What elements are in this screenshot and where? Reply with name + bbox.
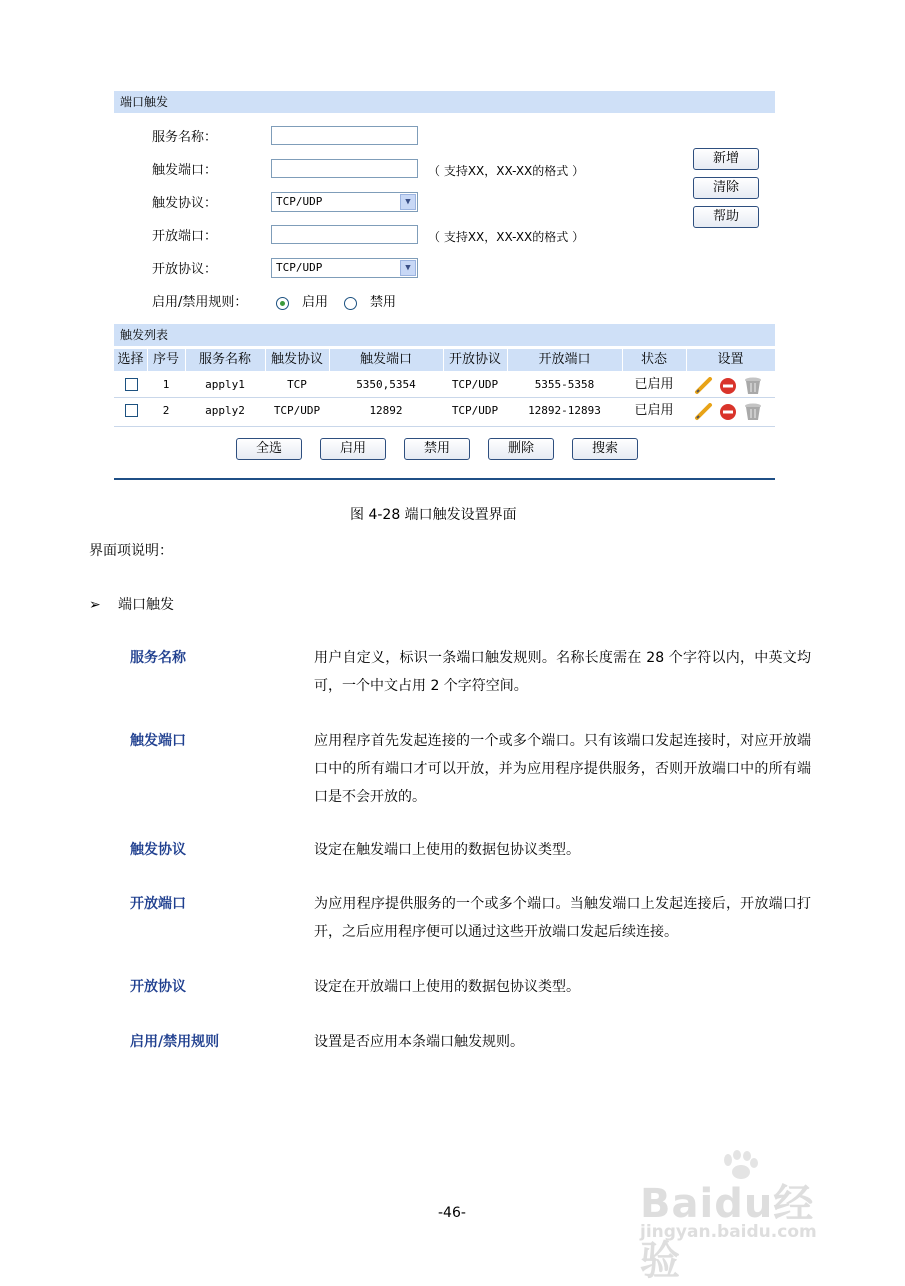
disable-icon[interactable] — [719, 403, 737, 421]
divider — [265, 349, 266, 371]
term-open-protocol: 开放协议 — [130, 979, 186, 995]
trigger-protocol-label: 触发协议： — [152, 196, 218, 211]
intro-text: 界面项说明： — [89, 543, 173, 559]
trigger-protocol-select[interactable] — [271, 192, 418, 212]
radio-disable[interactable] — [344, 297, 357, 310]
clear-button[interactable]: 清除 — [693, 177, 759, 199]
col-trigger-protocol: 触发协议 — [270, 352, 323, 367]
col-trigger-port: 触发端口 — [359, 352, 412, 367]
table-row — [114, 399, 775, 423]
open-port-hint: （ 支持XX，XX-XX的格式 ） — [428, 230, 585, 244]
term-trigger-protocol: 触发协议 — [130, 842, 186, 858]
row-index: 1 — [162, 378, 170, 391]
row-divider — [114, 426, 775, 427]
add-button[interactable]: 新增 — [693, 148, 759, 170]
delete-button[interactable]: 删除 — [488, 438, 554, 460]
figure-caption: 图 4-28 端口触发设置界面 — [350, 507, 517, 523]
service-name-label: 服务名称： — [152, 130, 218, 145]
divider — [443, 349, 444, 371]
term-open-port: 开放端口 — [130, 896, 186, 912]
edit-pencil-icon[interactable] — [694, 403, 714, 421]
divider — [147, 349, 148, 371]
row-open-protocol: TCP/UDP — [451, 404, 499, 417]
panel-header: 端口触发 — [114, 91, 775, 113]
row-trigger-port: 5350,5354 — [356, 378, 416, 391]
trigger-port-label: 触发端口： — [152, 163, 218, 178]
col-select: 选择 — [117, 352, 144, 367]
chevron-down-icon: ▼ — [400, 194, 416, 210]
radio-enable[interactable] — [276, 297, 289, 310]
section-title: 端口触发 — [118, 597, 174, 613]
col-open-protocol: 开放协议 — [448, 352, 501, 367]
row-index: 2 — [162, 404, 170, 417]
table-row — [114, 373, 775, 397]
divider — [185, 349, 186, 371]
desc-open-port: 为应用程序提供服务的一个或多个端口。当触发端口上发起连接后，开放端口打开，之后应用程序便可以通过这些开放端口发起后续连接。 — [314, 896, 811, 940]
term-enable-rule: 启用/禁用规则 — [130, 1034, 220, 1050]
term-trigger-port: 触发端口 — [130, 733, 186, 749]
divider — [622, 349, 623, 371]
col-status: 状态 — [640, 352, 667, 367]
radio-disable-label: 禁用 — [370, 295, 397, 310]
trigger-port-hint: （ 支持XX，XX-XX的格式 ） — [428, 164, 585, 178]
row-open-protocol: TCP/UDP — [451, 378, 499, 391]
enable-button[interactable]: 启用 — [320, 438, 386, 460]
open-port-label: 开放端口： — [152, 229, 218, 244]
open-protocol-select[interactable] — [271, 258, 418, 278]
baidu-watermark — [640, 1150, 855, 1284]
disable-icon[interactable] — [719, 377, 737, 395]
row-service-name: apply2 — [205, 404, 245, 417]
trash-icon[interactable] — [743, 402, 763, 422]
desc-open-protocol: 设定在开放端口上使用的数据包协议类型。 — [314, 979, 580, 995]
desc-trigger-protocol: 设定在触发端口上使用的数据包协议类型。 — [314, 842, 580, 858]
col-index: 序号 — [152, 352, 179, 367]
port-trigger-panel — [114, 91, 775, 481]
row-trigger-protocol: TCP/UDP — [273, 404, 321, 417]
section-bullet: ➢ — [89, 597, 101, 613]
trigger-port-input[interactable] — [271, 159, 418, 178]
row-open-port: 12892-12893 — [528, 404, 601, 417]
open-protocol-label: 开放协议： — [152, 262, 218, 277]
desc-trigger-port: 应用程序首先发起连接的一个或多个端口。只有该端口发起连接时，对应开放端口中的所有端口才可以开放，并为应用程序提供服务，否则开放端口中的所有端口是不会开放的。 — [314, 733, 811, 805]
row-select-checkbox[interactable] — [125, 378, 138, 391]
desc-service-name: 用户自定义，标识一条端口触发规则。名称长度需在 28 个字符以内，中英文均可，一个中文占用 2 个字符空间。 — [314, 650, 811, 694]
col-service-name: 服务名称 — [198, 352, 251, 367]
edit-pencil-icon[interactable] — [694, 377, 714, 395]
panel-bottom-border — [114, 478, 775, 480]
divider — [686, 349, 687, 371]
help-button[interactable]: 帮助 — [693, 206, 759, 228]
row-trigger-protocol: TCP — [287, 378, 307, 391]
chevron-down-icon: ▼ — [400, 260, 416, 276]
divider — [329, 349, 330, 371]
row-divider — [114, 397, 775, 398]
radio-selected-dot — [280, 301, 285, 306]
service-name-input[interactable] — [271, 126, 418, 145]
trash-icon[interactable] — [743, 376, 763, 396]
list-header: 触发列表 — [114, 324, 775, 346]
col-settings: 设置 — [717, 352, 744, 367]
table-header — [114, 349, 775, 371]
watermark-brand: Baidu经验 — [640, 1181, 815, 1284]
search-button[interactable]: 搜索 — [572, 438, 638, 460]
desc-enable-rule: 设置是否应用本条端口触发规则。 — [314, 1034, 524, 1050]
row-status: 已启用 — [634, 377, 674, 392]
enable-rule-label: 启用/禁用规则： — [152, 295, 248, 310]
select-all-button[interactable]: 全选 — [236, 438, 302, 460]
row-service-name: apply1 — [205, 378, 245, 391]
watermark-url: jingyan.baidu.com — [640, 1222, 817, 1242]
radio-enable-label: 启用 — [302, 295, 329, 310]
row-trigger-port: 12892 — [369, 404, 403, 417]
row-open-port: 5355-5358 — [534, 378, 595, 391]
page-number: -46- — [438, 1205, 466, 1221]
row-status: 已启用 — [634, 403, 674, 418]
open-protocol-value: TCP/UDP — [276, 261, 323, 274]
open-port-input[interactable] — [271, 225, 418, 244]
divider — [507, 349, 508, 371]
row-select-checkbox[interactable] — [125, 404, 138, 417]
trigger-protocol-value: TCP/UDP — [276, 195, 323, 208]
term-service-name: 服务名称 — [130, 650, 186, 666]
disable-button[interactable]: 禁用 — [404, 438, 470, 460]
col-open-port: 开放端口 — [538, 352, 591, 367]
